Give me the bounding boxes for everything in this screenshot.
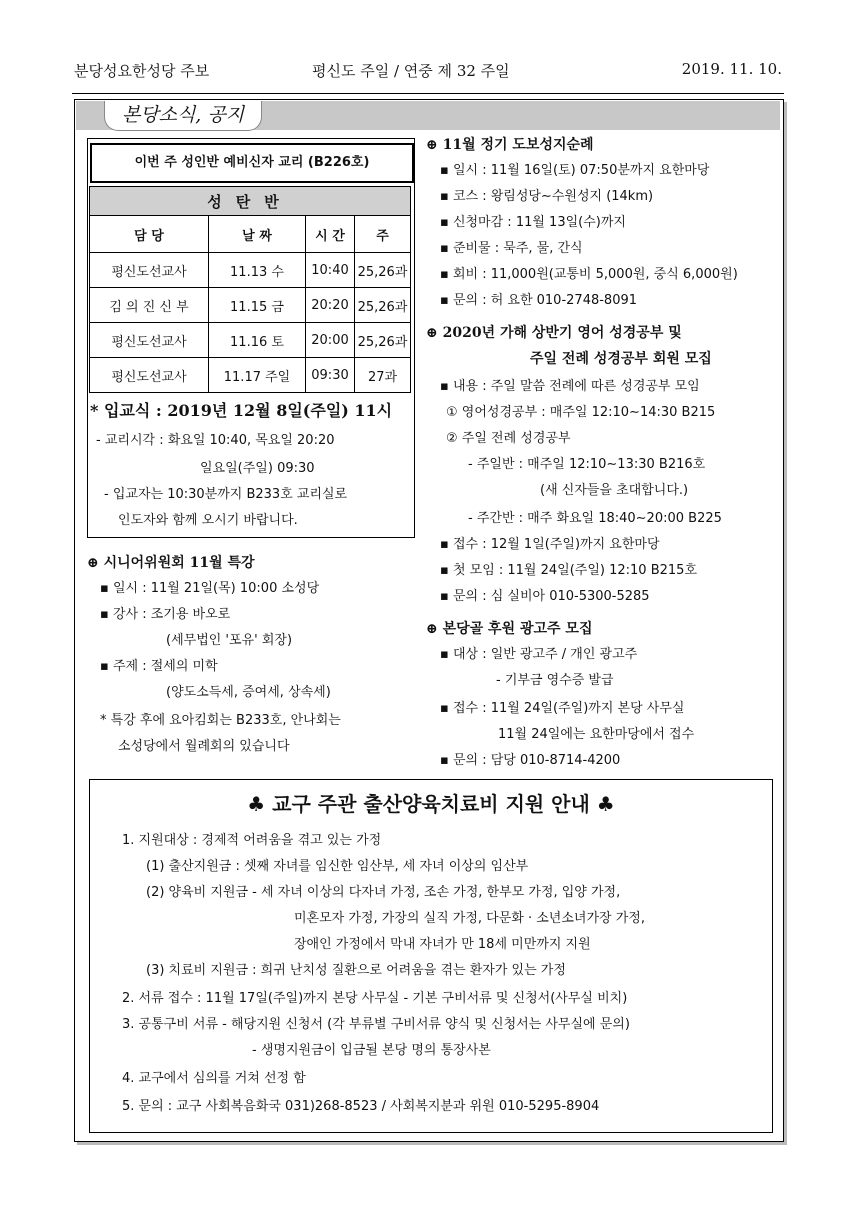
senior-line: (세무법인 '포유' 회장) [166, 633, 293, 648]
table-cell: 27과 [355, 358, 411, 393]
support-line: 3. 공통구비 서류 - 해당지원 신청서 (각 부류별 구비서류 양식 및 신청서는 사무실에 문의) [122, 1017, 630, 1032]
catechumen-line: - 입교자는 10:30분까지 B233호 교리실로 [104, 487, 348, 502]
support-line: 4. 교구에서 심의를 거쳐 선정 함 [122, 1071, 306, 1086]
senior-line: * 특강 후에 요아킴회는 B233호, 안나회는 [100, 713, 341, 728]
liturgical-week: 평신도 주일 / 연중 제 32 주일 [312, 62, 510, 80]
bible-line: ▪ 첫 모임 : 11월 24일(주일) 12:10 B215호 [440, 563, 698, 578]
support-line: 미혼모자 가정, 가장의 실직 가정, 다문화 · 소년소녀가장 가정, [294, 911, 645, 926]
section-title: 본당소식, 공지 [104, 101, 262, 131]
table-header: 담 당 [90, 216, 209, 253]
pilgrimage-line: ▪ 일시 : 11월 16일(토) 07:50분까지 요한마당 [440, 163, 710, 178]
advertise-title: ⊕ 본당골 후원 광고주 모집 [426, 621, 593, 637]
advertise-line: ▪ 대상 : 일반 광고주 / 개인 광고주 [440, 647, 638, 662]
bible-line: ▪ 문의 : 심 실비아 010-5300-5285 [440, 589, 650, 604]
catechumen-line: 일요일(주일) 09:30 [200, 461, 315, 476]
table-row [90, 253, 411, 288]
support-line: (2) 양육비 지원금 - 세 자녀 이상의 다자녀 가정, 조손 가정, 한부모 가정, 입양 가정, [146, 885, 621, 900]
table-row [90, 288, 411, 323]
table-cell: 25,26과 [355, 288, 411, 323]
table-cell: 11.13 수 [209, 253, 306, 288]
bible-title-2: 주일 전례 성경공부 회원 모집 [530, 351, 712, 367]
senior-line: (양도소득세, 증여세, 상속세) [166, 685, 331, 700]
header-rule [72, 93, 784, 94]
senior-title: ⊕ 시니어위원회 11월 특강 [87, 555, 255, 571]
table-row [90, 358, 411, 393]
senior-line: ▪ 강사 : 조기용 바오로 [100, 607, 231, 622]
pilgrimage-line: ▪ 회비 : 11,000원(교통비 5,000원, 중식 6,000원) [440, 267, 738, 282]
bulletin-date: 2019. 11. 10. [681, 60, 782, 78]
table-cell: 11.16 토 [209, 323, 306, 358]
table-title: 성탄반 [90, 187, 411, 216]
senior-line: ▪ 주제 : 절세의 미학 [100, 659, 218, 674]
pilgrimage-line: ▪ 준비물 : 묵주, 물, 간식 [440, 241, 583, 256]
catechumen-line: - 교리시각 : 화요일 10:40, 목요일 20:20 [96, 433, 335, 448]
advertise-line: ▪ 문의 : 담당 010-8714-4200 [440, 753, 621, 768]
senior-line: ▪ 일시 : 11월 21일(목) 10:00 소성당 [100, 581, 320, 596]
table-cell: 평신도선교사 [90, 253, 209, 288]
table-header: 시 간 [306, 216, 355, 253]
support-line: 장애인 가정에서 막내 자녀가 만 18세 미만까지 지원 [294, 937, 591, 952]
advertise-line: ▪ 접수 : 11월 24일(주일)까지 본당 사무실 [440, 701, 685, 716]
pilgrimage-title: ⊕ 11월 정기 도보성지순례 [426, 137, 594, 153]
table-cell: 평신도선교사 [90, 323, 209, 358]
enrollment-title: * 입교식 : 2019년 12월 8일(주일) 11시 [90, 401, 393, 420]
support-title: ♣ 교구 주관 출산양육치료비 지원 안내 ♣ [247, 792, 615, 816]
support-line: 2. 서류 접수 : 11월 17일(주일)까지 본당 사무실 - 기본 구비서류 및 신청서(사무실 비치) [122, 991, 628, 1006]
support-line: (3) 치료비 지원금 : 희귀 난치성 질환으로 어려움을 겪는 환자가 있는 가정 [146, 963, 566, 978]
table-header: 주 [355, 216, 411, 253]
table-cell: 25,26과 [355, 323, 411, 358]
pilgrimage-line: ▪ 신청마감 : 11월 13일(수)까지 [440, 215, 626, 230]
bible-line: ① 영어성경공부 : 매주일 12:10∼14:30 B215 [446, 405, 716, 420]
parish-name: 분당성요한성당 주보 [74, 62, 210, 80]
table-cell: 25,26과 [355, 253, 411, 288]
support-line: 5. 문의 : 교구 사회복음화국 031)268-8523 / 사회복지분과 위원 010-5295-8904 [122, 1099, 600, 1114]
table-header: 날 짜 [209, 216, 306, 253]
advertise-line: - 기부금 영수증 발급 [496, 673, 614, 688]
bible-line: ② 주일 전례 성경공부 [446, 431, 571, 446]
table-cell: 김 의 진 신 부 [90, 288, 209, 323]
table-cell: 10:40 [306, 253, 355, 288]
bible-line: ▪ 내용 : 주일 말씀 전례에 따른 성경공부 모임 [440, 379, 700, 394]
pilgrimage-line: ▪ 코스 : 왕림성당∼수원성지 (14km) [440, 189, 654, 204]
senior-line: 소성당에서 월례회의 있습니다 [118, 739, 290, 754]
table-cell: 20:00 [306, 323, 355, 358]
support-line: - 생명지원금이 입금될 본당 명의 통장사본 [252, 1043, 491, 1058]
table-cell: 11.17 주일 [209, 358, 306, 393]
advertise-line: 11월 24일에는 요한마당에서 접수 [498, 727, 695, 742]
bible-title: ⊕ 2020년 가해 상반기 영어 성경공부 및 [426, 325, 682, 341]
table-cell: 평신도선교사 [90, 358, 209, 393]
pilgrimage-line: ▪ 문의 : 허 요한 010-2748-8091 [440, 293, 638, 308]
table-cell: 11.15 금 [209, 288, 306, 323]
catechumen-notice: 이번 주 성인반 예비신자 교리 (B226호) [90, 143, 414, 183]
support-line: 1. 지원대상 : 경제적 어려움을 겪고 있는 가정 [122, 833, 382, 848]
table-cell: 20:20 [306, 288, 355, 323]
bible-line: - 주간반 : 매주 화요일 18:40∼20:00 B225 [468, 511, 722, 526]
bible-line: (새 신자들을 초대합니다.) [540, 483, 689, 498]
bible-line: - 주일반 : 매주일 12:10∼13:30 B216호 [468, 457, 706, 472]
table-cell: 09:30 [306, 358, 355, 393]
bible-line: ▪ 접수 : 12월 1일(주일)까지 요한마당 [440, 537, 660, 552]
catechumen-line: 인도자와 함께 오시기 바랍니다. [118, 513, 298, 528]
page-header [74, 58, 782, 86]
support-line: (1) 출산지원금 : 셋째 자녀를 임신한 임산부, 세 자녀 이상의 임산부 [146, 859, 529, 874]
catechumen-schedule-table [89, 186, 411, 393]
table-row [90, 323, 411, 358]
